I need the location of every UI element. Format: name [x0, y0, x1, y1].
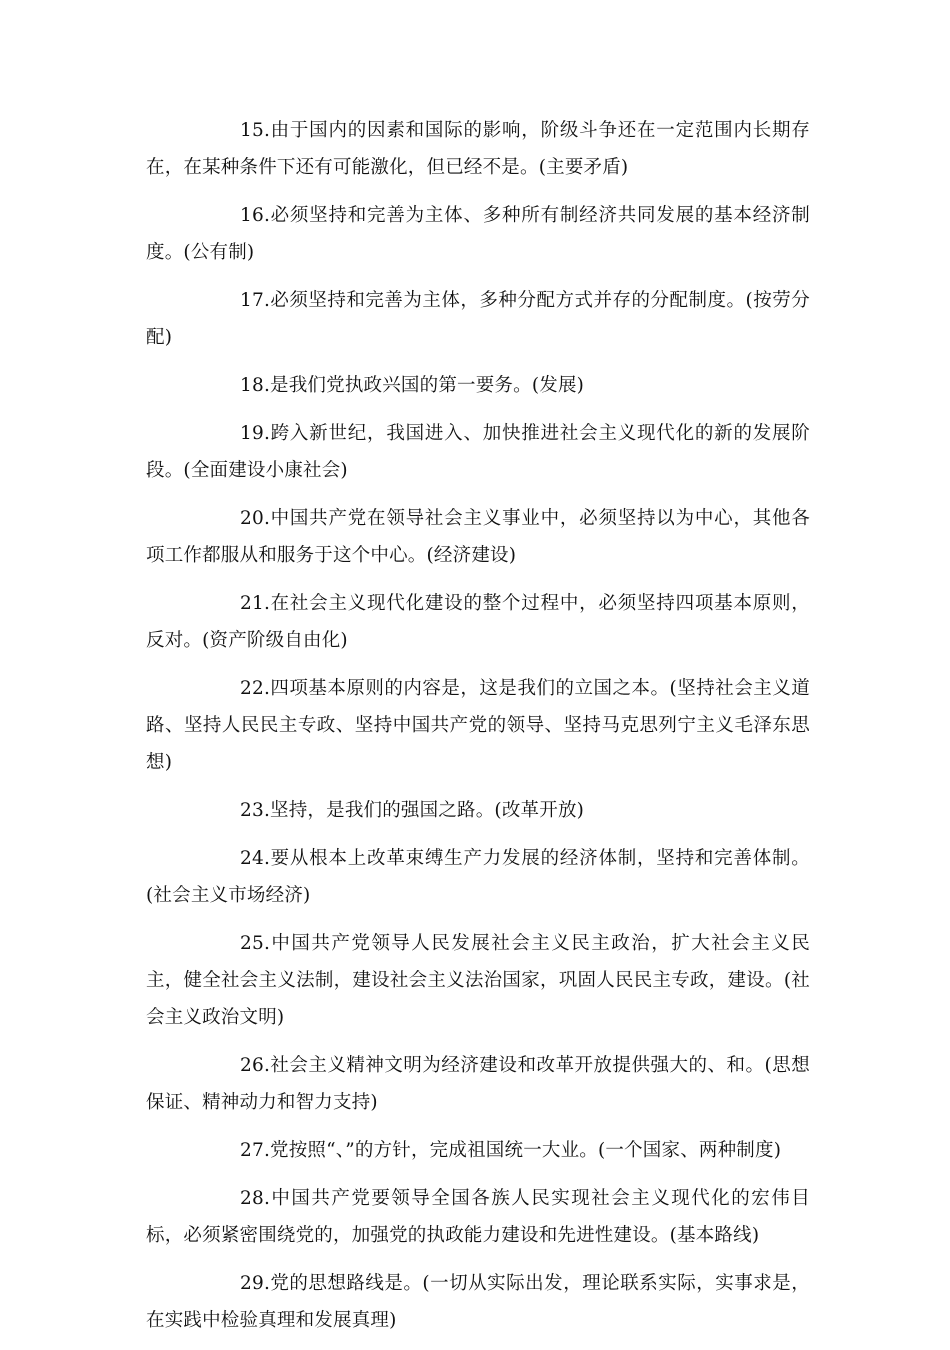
paragraph-22: 22.四项基本原则的内容是，这是我们的立国之本。(坚持社会主义道路、坚持人民民主专政、坚持中国共产党的领导、坚持马克思列宁主义毛泽东思想) [146, 678, 810, 773]
paragraph-15: 15.由于国内的因素和国际的影响，阶级斗争还在一定范围内长期存在，在某种条件下还有可能激化，但已经不是。(主要矛盾) [146, 120, 810, 178]
document-body [146, 112, 810, 1350]
paragraph-25: 25.中国共产党领导人民发展社会主义民主政治，扩大社会主义民主，健全社会主义法制，建设社会主义法治国家，巩固人民民主专政，建设。(社会主义政治文明) [146, 933, 810, 1028]
paragraph-19: 19.跨入新世纪，我国进入、加快推进社会主义现代化的新的发展阶段。(全面建设小康社会) [146, 423, 810, 481]
paragraph-21: 21.在社会主义现代化建设的整个过程中，必须坚持四项基本原则，反对。(资产阶级自由化) [146, 593, 810, 651]
paragraph-16: 16.必须坚持和完善为主体、多种所有制经济共同发展的基本经济制度。(公有制) [146, 205, 810, 263]
paragraph-27: 27.党按照“、”的方针，完成祖国统一大业。(一个国家、两种制度) [240, 1140, 782, 1161]
paragraph-29: 29.党的思想路线是。(一切从实际出发，理论联系实际，实事求是，在实践中检验真理和发展真理) [146, 1273, 810, 1331]
paragraph-17: 17.必须坚持和完善为主体，多种分配方式并存的分配制度。(按劳分配) [146, 290, 810, 348]
paragraph-18: 18.是我们党执政兴国的第一要务。(发展) [240, 375, 585, 396]
paragraph-24: 24.要从根本上改革束缚生产力发展的经济体制，坚持和完善体制。(社会主义市场经济) [146, 848, 810, 906]
paragraph-28: 28.中国共产党要领导全国各族人民实现社会主义现代化的宏伟目标，必须紧密围绕党的，加强党的执政能力建设和先进性建设。(基本路线) [146, 1188, 810, 1246]
paragraph-20: 20.中国共产党在领导社会主义事业中，必须坚持以为中心，其他各项工作都服从和服务于这个中心。(经济建设) [146, 508, 810, 566]
paragraph-26: 26.社会主义精神文明为经济建设和改革开放提供强大的、和。(思想保证、精神动力和智力支持) [146, 1055, 810, 1113]
paragraph-23: 23.坚持，是我们的强国之路。(改革开放) [240, 800, 585, 821]
